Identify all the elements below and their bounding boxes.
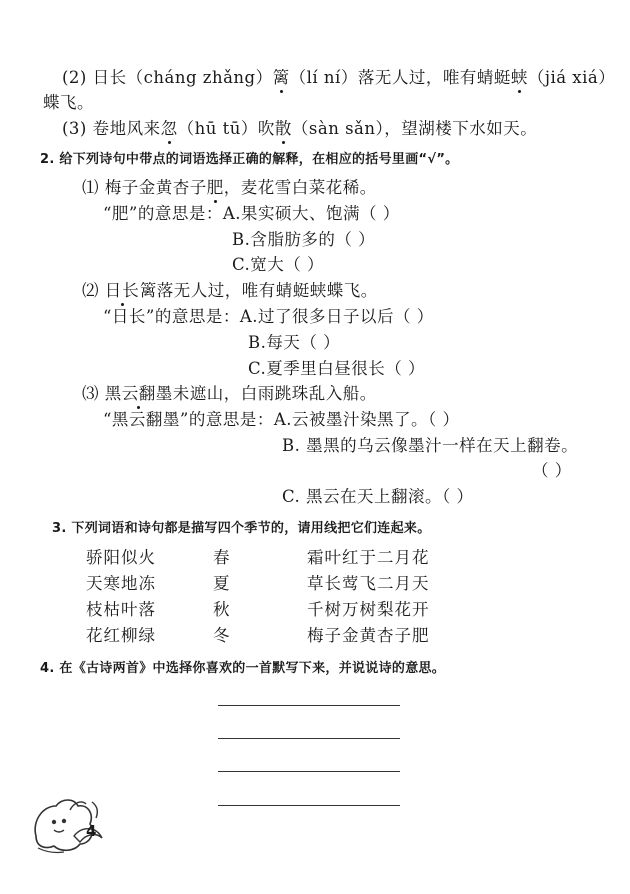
q2-p3-option-b: B. 墨黑的乌云像墨汁一样在天上翻卷。 (282, 436, 579, 455)
q2-poem-2: ⑵ 日长篱落无人过，唯有蜻蜓蛱蝶飞。 (82, 277, 378, 301)
q2-p3-option-c: C. 黑云在天上翻滚。（ ） (282, 487, 474, 506)
pinyin-option: hū tū (194, 119, 241, 138)
q3-right-item: 千树万树梨花开 (307, 600, 430, 619)
q3-season: 秋 (213, 600, 231, 619)
q3-right-item: 梅子金黄杏子肥 (307, 626, 430, 645)
dotted-word: 黑云翻墨 (105, 380, 173, 404)
dotted-word: 肥 (207, 174, 224, 198)
q3-left-item: 花红柳绿 (86, 626, 156, 645)
q2-p1-option-a: “肥”的意思是：A.果实硕大、饱满（ ） (103, 204, 400, 223)
page-number: 4 (86, 822, 97, 840)
q3-left-item: 枝枯叶落 (86, 600, 156, 619)
pinyin-option: jiá xiá (544, 68, 599, 87)
dotted-character: 篱 (273, 64, 290, 88)
pinyin-option: sàn sǎn (308, 119, 376, 138)
q1-line-2-continued: 蝶飞。 (43, 93, 94, 112)
mascot-logo-icon (30, 792, 112, 856)
q2-title: 2. 给下列诗句中带点的词语选择正确的解释，在相应的括号里画“√”。 (40, 152, 459, 167)
q4-title: 4. 在《古诗两首》中选择你喜欢的一首默写下来，并说说诗的意思。 (40, 661, 446, 676)
q3-left-item: 天寒地冻 (86, 574, 156, 593)
q3-title: 3. 下列词语和诗句都是描写四个季节的，请用线把它们连起来。 (52, 521, 431, 536)
pinyin-option: lí ní (306, 68, 341, 87)
q3-left-item: 骄阳似火 (86, 548, 156, 567)
q2-p2-option-b: B.每天（ ） (248, 333, 341, 352)
q3-right-item: 草长莺飞二月天 (307, 574, 430, 593)
q2-p1-option-b: B.含脂肪多的（ ） (232, 230, 376, 249)
dotted-character: 散 (275, 115, 292, 139)
answer-line[interactable] (218, 738, 400, 739)
dotted-character: 蛱 (511, 64, 528, 88)
q2-p3-option-a: “黑云翻墨”的意思是：A.云被墨汁染黑了。（ ） (103, 410, 460, 429)
q3-right-item: 霜叶红于二月花 (307, 548, 430, 567)
answer-line[interactable] (218, 771, 400, 772)
q1-line-2: (2) 日长（cháng zhǎng）篱（lí ní）落无人过，唯有蜻蜓蛱（jiá xiá） (62, 64, 615, 88)
q2-p2-option-a: “日长”的意思是：A.过了很多日子以后（ ） (103, 307, 434, 326)
q2-p3-option-b-paren: （ ） (532, 461, 572, 480)
q2-p1-option-c: C.宽大（ ） (232, 255, 325, 274)
answer-line[interactable] (218, 805, 400, 806)
q3-season: 春 (213, 548, 231, 567)
q2-poem-3: ⑶ 黑云翻墨未遮山，白雨跳珠乱入船。 (82, 380, 377, 404)
q3-season: 夏 (213, 574, 231, 593)
dotted-character: 忽 (161, 115, 178, 139)
q1-line-3: (3) 卷地风来忽（hū tū）吹散（sàn sǎn），望湖楼下水如天。 (62, 115, 537, 139)
q2-p2-option-c: C.夏季里白昼很长（ ） (248, 359, 426, 378)
q3-season: 冬 (213, 626, 231, 645)
answer-line[interactable] (218, 705, 400, 706)
dotted-word: 日长 (105, 277, 140, 301)
q2-poem-1: ⑴ 梅子金黄杏子肥，麦花雪白菜花稀。 (82, 174, 377, 198)
pinyin-option: cháng zhǎng (143, 68, 256, 87)
